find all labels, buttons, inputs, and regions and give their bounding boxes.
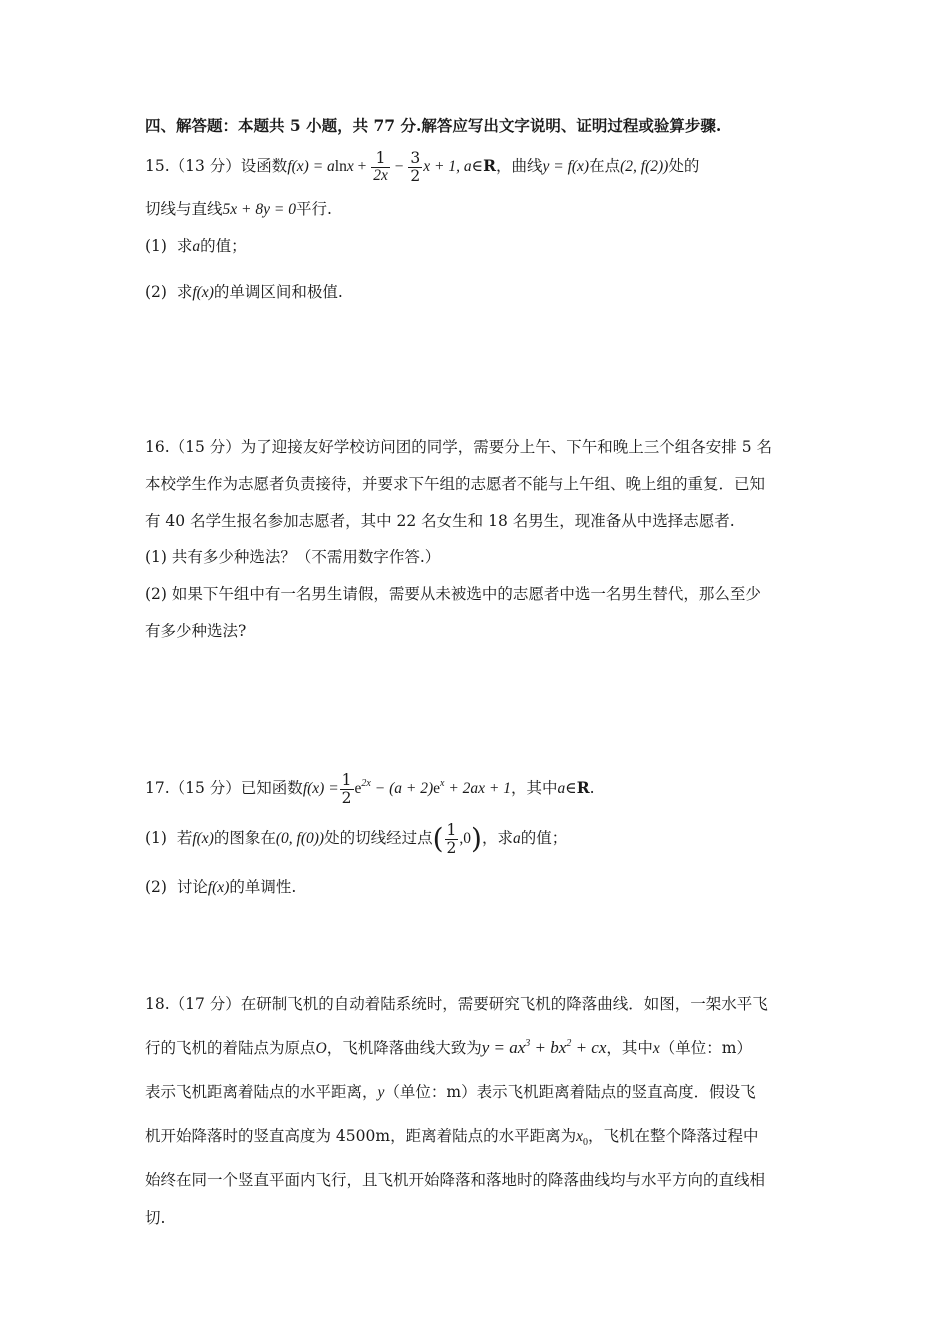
q17-line1 [145,770,810,807]
q17-e2x-exp: 2x [361,778,371,789]
section-header: 四、解答题：本题共 5 小题，共 77 分.解答应写出文字说明、证明过程或验算步骤. [145,116,722,135]
q15-x: x [346,158,354,175]
q15-part1-label: (1) [145,237,167,255]
q15-a-in: a∈ [459,158,484,175]
q16-line2: 本校学生作为志愿者负责接待，并要求下午组的志愿者不能与上午组、晚上组的重复．已知 [145,475,766,493]
q18-line2-O: O [315,1040,327,1057]
q15-part2-func: f(x) [192,284,214,301]
q18-line4-post: ，飞机在整个降落过程中 [587,1127,759,1145]
q15-curve-text: ，曲线 [495,157,543,175]
q17-part2 [145,876,810,899]
q15-part2-pre: 求 [176,283,193,301]
q15-frac2 [408,150,422,184]
q18-line3-pre: 表示飞机距离着陆点的水平距离， [145,1083,378,1101]
q16-part2-line2: 有多少种选法? [145,622,247,640]
q17-part1-mid2: 处的切线经过点 [324,829,433,847]
q18-line6: 切. [145,1209,166,1227]
q17-right-paren: ) [471,822,482,855]
q17-part1-mid: 的图象在 [213,829,276,847]
q17-point-frac [445,822,459,856]
q17-frac [340,772,354,806]
q17-left-paren: ( [432,822,444,855]
q16-part2-line1: (2) 如果下午组中有一名男生请假，需要从未被选中的志愿者中选一名男生替代，那么至少 [145,585,761,603]
q17-R: R [576,778,590,797]
q18-line1: 18.（17 分）在研制飞机的自动着陆系统时，需要研究飞机的降落曲线．如图，一架水平飞 [145,995,768,1013]
q15-part2 [145,281,810,304]
q15-point-math: (2, f(2)) [620,158,669,175]
q15-frac1-num: 1 [371,150,390,167]
q17-part1-var: a [512,830,521,847]
q18-line4-x: x [576,1128,583,1145]
q18-line2-post: （单位：m） [659,1039,752,1057]
q15-R: R [483,156,496,175]
q18-line3-post: （单位：m）表示飞机距离着陆点的竖直高度．假设飞 [384,1083,756,1101]
q16-line1: 16.（15 分）为了迎接友好学校访问团的同学，需要分上午、下午和晚上三个组各安排 5 名 [145,438,773,456]
q18-line4 [145,1125,810,1148]
q18-line5: 始终在同一个竖直平面内飞行，且飞机开始降落和落地时的降落曲线均与水平方向的直线相 [145,1171,766,1189]
q17-part2-label: (2) [145,878,167,896]
q17-mid: − (a + 2) [370,780,434,797]
q17-part1-label: (1) [145,829,167,847]
q17-ex-exp: x [440,778,445,789]
q17-e2x-base: e [354,780,362,797]
q17-func: f(x) = [302,780,339,797]
q17-where: ，其中 [511,779,558,797]
q18-line2-mid: ，飞机降落曲线大致为 [326,1039,482,1057]
q15-frac2-den: 2 [410,166,421,185]
q17-part1-post-pre: ，求 [481,829,513,847]
q17-part2-func: f(x) [207,879,230,896]
q15-minus: − [390,158,408,175]
q18-line2-x: x [652,1040,660,1057]
q17-ex-base: e [433,780,441,797]
q18-line2-pre: 行的飞机的着陆点为原点 [145,1039,316,1057]
q15-line1 [145,148,810,185]
q15-frac1 [371,150,390,184]
q15-func: f(x) = a [287,158,335,175]
q17-part1 [145,818,810,859]
q17-period: . [589,779,595,797]
q18-line4-sub: 0 [582,1137,588,1148]
q17-pt-y: ,0 [459,830,472,847]
q18-line2-y: y = ax [481,1038,526,1057]
q18-line3 [145,1081,810,1104]
q15-curve-math: y = f(x) [542,158,590,175]
q15-part1-post: 的值； [200,237,247,255]
q17-frac-num: 1 [341,771,352,790]
q15-tail: x + 1, [423,158,460,175]
q17-part2-post: 的单调性. [229,878,297,896]
q17-part1-point: (0, f(0)) [275,830,325,847]
q17-pt-den: 2 [446,838,457,857]
q15-part1-pre: 求 [176,237,193,255]
q18-line2-post-pre: ，其中 [606,1039,653,1057]
q17-frac-den: 2 [341,788,352,807]
q17-prefix: 17.（15 分）已知函数 [145,779,303,797]
q15-part2-label: (2) [145,283,167,301]
q15-prefix: 15.（13 分）设函数 [145,157,288,175]
q17-part2-pre: 讨论 [176,878,208,896]
q15-end-text: 处的 [668,157,700,175]
q17-part1-func: f(x) [192,830,214,847]
q18-line2 [145,1037,810,1060]
q18-line2-bx: + bx [530,1038,567,1057]
q15-plus: + [353,158,371,175]
q17-part1-pre: 若 [176,829,193,847]
q17-a-in: a∈ [557,780,577,797]
q17-pt-num: 1 [446,821,457,840]
q18-line4-pre: 机开始降落时的竖直高度为 4500m，距离着陆点的水平距离为 [145,1127,577,1145]
q15-line2-math: 5x + 8y = 0 [222,201,296,218]
q15-frac2-num: 3 [410,149,421,168]
q15-ln: ln [334,158,347,175]
q16-line3: 有 40 名学生报名参加志愿者，其中 22 名女生和 18 名男生，现准备从中选择志愿者. [145,512,735,530]
q15-line2-end: 平行. [295,200,332,218]
q16-part1: (1) 共有多少种选法？（不需用数字作答.） [145,548,441,566]
q18-line2-exp2: 2 [566,1038,572,1049]
q15-part1 [145,235,810,258]
q18-line2-exp3: 3 [525,1038,531,1049]
q17-tail: + 2ax + 1 [444,780,512,797]
q15-frac1-den: 2x [373,166,388,184]
q15-line2 [145,198,810,221]
q15-point-text: 在点 [589,157,621,175]
q15-part1-var: a [192,238,201,255]
q18-line2-cx: + cx [571,1038,607,1057]
q15-line2-text: 切线与直线 [145,200,223,218]
q18-line3-y: y [377,1084,385,1101]
q15-part2-post: 的单调区间和极值. [213,283,343,301]
q17-part1-post: 的值； [520,829,568,847]
